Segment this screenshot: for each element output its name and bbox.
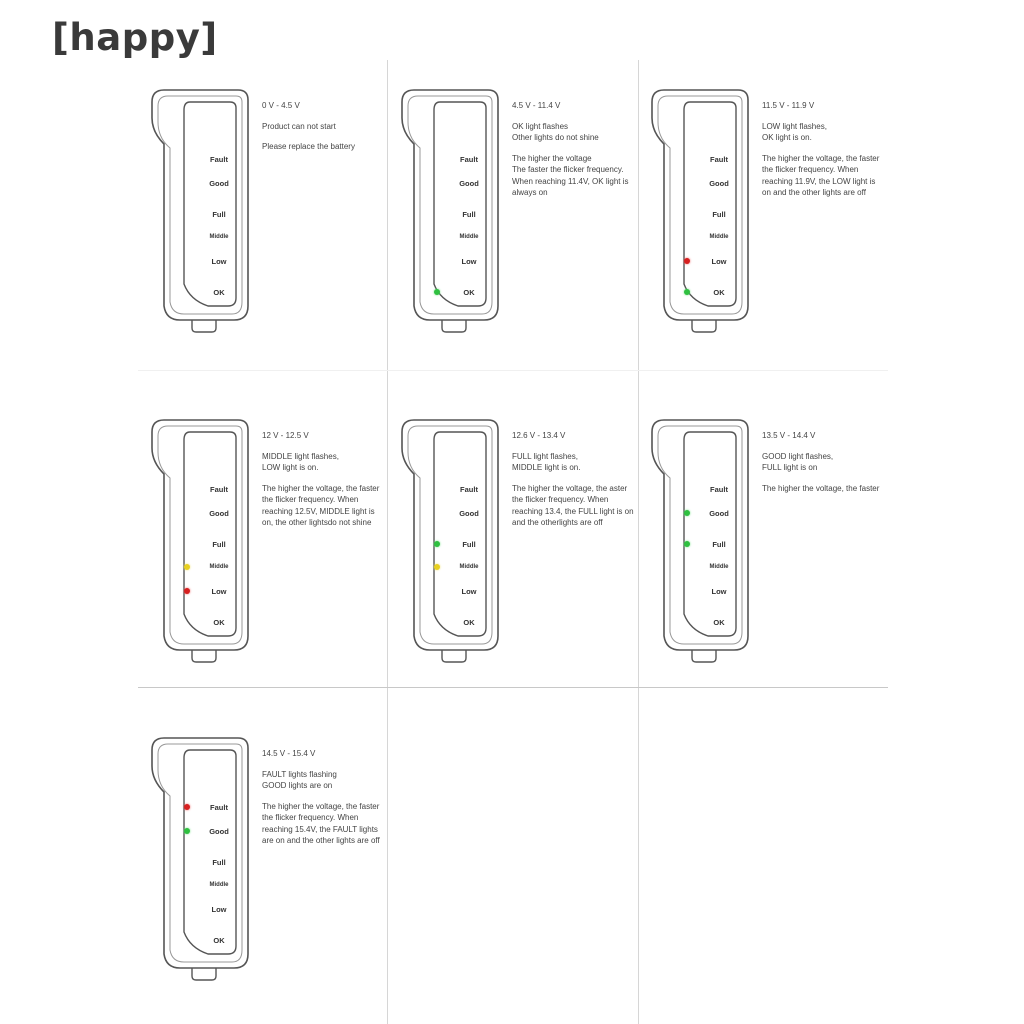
voltage-range: 4.5 V - 11.4 V: [512, 101, 561, 110]
description-paragraph: OK light flashes Other lights do not shine: [512, 121, 599, 142]
indicator-label-middle: Middle: [209, 234, 229, 240]
brand-logo: [happy]: [52, 16, 218, 59]
indicator-label-low: Low: [711, 587, 727, 596]
indicator-label-middle: Middle: [709, 234, 729, 240]
voltage-description: [262, 430, 386, 538]
led-good-green: [684, 510, 690, 516]
indicator-label-middle: Middle: [459, 564, 479, 570]
indicator-label-middle: Middle: [459, 234, 479, 240]
indicator-label-good: Good: [709, 509, 729, 518]
indicator-label-low: Low: [211, 587, 227, 596]
description-paragraph: The higher the voltage The faster the flicker frequency. When reaching 11.4V, OK light is always on: [512, 153, 629, 197]
indicator-label-good: Good: [209, 179, 229, 188]
indicator-label-full: Full: [712, 540, 726, 549]
voltage-range: 11.5 V - 11.9 V: [762, 101, 815, 110]
battery-tester-device: [650, 418, 750, 664]
indicator-label-fault: Fault: [210, 155, 228, 164]
voltage-range: 14.5 V - 15.4 V: [262, 749, 316, 758]
indicator-label-middle: Middle: [209, 564, 229, 570]
battery-tester-device: [650, 88, 750, 334]
grid-divider-horizontal-1: [138, 370, 888, 371]
battery-tester-device: [150, 736, 250, 982]
indicator-label-ok: OK: [713, 288, 725, 297]
indicator-label-full: Full: [212, 210, 226, 219]
led-middle-yellow: [184, 564, 190, 570]
description-paragraph: Please replace the battery: [262, 142, 355, 151]
led-ok-green: [684, 289, 690, 295]
description-paragraph: The higher the voltage, the faster the flicker frequency. When reaching 15.4V, the FAULT lights are on and the other lights are off: [262, 801, 380, 845]
led-low-red: [184, 588, 190, 594]
description-paragraph: The higher the voltage, the aster the flicker frequency. When reaching 13.4, the FULL light is on and the otherlights are off: [512, 483, 634, 527]
indicator-label-ok: OK: [213, 288, 225, 297]
description-paragraph: FULL light flashes, MIDDLE light is on.: [512, 451, 581, 472]
led-low-red: [684, 258, 690, 264]
led-good-green: [184, 828, 190, 834]
indicator-label-full: Full: [462, 540, 476, 549]
voltage-panel: [138, 390, 388, 680]
indicator-label-ok: OK: [713, 618, 725, 627]
voltage-panel: [388, 390, 638, 680]
description-paragraph: The higher the voltage, the faster: [762, 483, 880, 493]
indicator-label-low: Low: [211, 905, 227, 914]
indicator-label-low: Low: [461, 257, 477, 266]
voltage-panel: [388, 60, 638, 350]
voltage-panel: [638, 60, 888, 350]
voltage-panel: [638, 390, 888, 680]
led-middle-yellow: [434, 564, 440, 570]
voltage-description: [262, 748, 386, 856]
indicator-label-middle: Middle: [709, 564, 729, 570]
description-paragraph: Product can not start: [262, 121, 336, 131]
grid-divider-horizontal-2: [138, 687, 888, 688]
indicator-label-fault: Fault: [460, 485, 478, 494]
indicator-label-low: Low: [211, 257, 227, 266]
indicator-label-ok: OK: [463, 618, 475, 627]
voltage-range: 12 V - 12.5 V: [262, 431, 309, 440]
indicator-label-fault: Fault: [460, 155, 478, 164]
indicator-label-fault: Fault: [210, 803, 228, 812]
voltage-range: 0 V - 4.5 V: [262, 101, 300, 110]
description-paragraph: LOW light flashes, OK light is on.: [762, 121, 827, 142]
led-ok-green: [434, 289, 440, 295]
voltage-panel: [138, 60, 388, 350]
battery-tester-device: [400, 88, 500, 334]
description-paragraph: FAULT lights flashing GOOD lights are on: [262, 769, 337, 790]
indicator-label-ok: OK: [463, 288, 475, 297]
voltage-range: 12.6 V - 13.4 V: [512, 431, 566, 440]
indicator-label-low: Low: [711, 257, 727, 266]
indicator-label-low: Low: [461, 587, 477, 596]
indicator-label-good: Good: [459, 179, 479, 188]
indicator-label-good: Good: [209, 827, 229, 836]
description-paragraph: The higher the voltage, the faster the flicker frequency. When reaching 12.5V, MIDDLE light is on, the other lightsdo not shine: [262, 483, 380, 527]
voltage-panel: [138, 708, 388, 998]
indicator-label-good: Good: [459, 509, 479, 518]
led-full-green: [434, 541, 440, 547]
indicator-label-full: Full: [212, 540, 226, 549]
indicator-label-ok: OK: [213, 618, 225, 627]
description-paragraph: The higher the voltage, the faster the flicker frequency. When reaching 11.9V, the LOW light is on and the other lights are off: [762, 153, 880, 197]
voltage-description: [762, 100, 886, 208]
voltage-description: [512, 100, 636, 208]
description-paragraph: GOOD light flashes, FULL light is on: [762, 451, 834, 472]
description-paragraph: MIDDLE light flashes, LOW light is on.: [262, 451, 339, 472]
led-fault-red: [184, 804, 190, 810]
voltage-range: 13.5 V - 14.4 V: [762, 431, 816, 440]
battery-tester-device: [150, 88, 250, 334]
indicator-label-full: Full: [712, 210, 726, 219]
indicator-label-good: Good: [709, 179, 729, 188]
indicator-label-fault: Fault: [710, 485, 728, 494]
indicator-label-full: Full: [212, 858, 226, 867]
battery-tester-device: [400, 418, 500, 664]
voltage-description: [262, 100, 386, 162]
voltage-description: [512, 430, 636, 538]
indicator-label-fault: Fault: [210, 485, 228, 494]
indicator-label-fault: Fault: [710, 155, 728, 164]
battery-tester-device: [150, 418, 250, 664]
indicator-label-good: Good: [209, 509, 229, 518]
indicator-label-middle: Middle: [209, 882, 229, 888]
voltage-description: [762, 430, 886, 503]
indicator-label-ok: OK: [213, 936, 225, 945]
indicator-label-full: Full: [462, 210, 476, 219]
led-full-green: [684, 541, 690, 547]
